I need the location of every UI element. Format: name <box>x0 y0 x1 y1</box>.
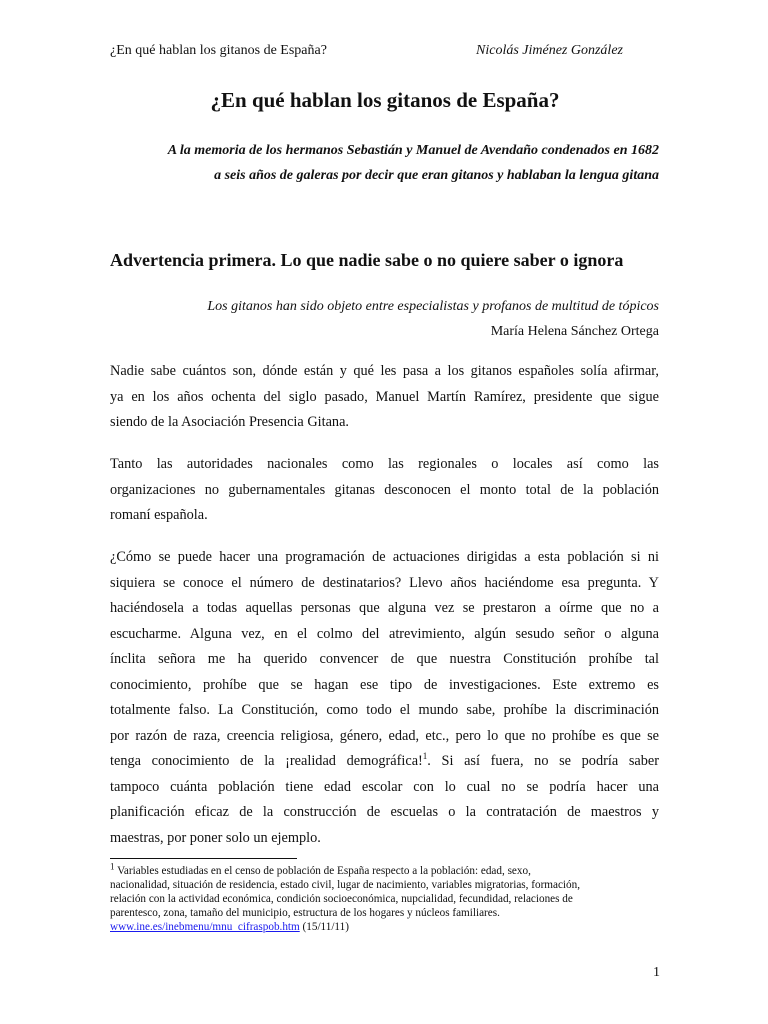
paragraph-line: ¿Cómo se puede hacer una programación de actuaciones dirigidas a esta población si ni <box>110 549 659 565</box>
paragraph-line: planificación eficaz de la construcción de escuelas o la contratación de maestros y <box>110 804 659 820</box>
header-author: Nicolás Jiménez González <box>476 43 623 58</box>
paragraph-line: conocimiento, prohíbe que se hagan ese tipo de investigaciones. Este extremo es <box>110 676 659 693</box>
document-title: ¿En qué hablan los gitanos de España? <box>210 88 560 112</box>
footnote-line <box>110 920 660 934</box>
dedication-line: a seis años de galeras por decir que eran gitanos y hablaban la lengua gitana <box>214 168 659 183</box>
paragraph-line: tampoco cuánta población tiene edad escolar con lo cual no se podría hacer una <box>110 778 659 795</box>
paragraph-line: ya en los años ochenta del siglo pasado, Manuel Martín Ramírez, presidente que sigue <box>110 388 659 405</box>
paragraph-3 <box>110 545 659 851</box>
paragraph-line: Tanto las autoridades nacionales como las regionales o locales así como las <box>110 456 659 472</box>
footnote-reference[interactable]: 1 <box>422 751 428 762</box>
footnote-number: 1 <box>110 861 115 872</box>
paragraph-line: ínclita señora me ha querido convencer de que nuestra Constitución prohíbe tal <box>110 651 659 667</box>
footnote-line <box>110 861 660 878</box>
paragraph-text: tenga conocimiento de la ¡realidad demográfica! <box>110 753 423 769</box>
footnote-text: Variables estudiadas en el censo de población de España respecto a la población: edad, sexo, <box>114 865 531 877</box>
epigraph-author: María Helena Sánchez Ortega <box>490 324 659 339</box>
paragraph-line: romaní española. <box>110 507 208 523</box>
dedication <box>110 138 659 188</box>
paragraph-line: siquiera se conoce el número de destinatarios? Llevo años haciéndome esa pregunta. Y <box>110 574 659 591</box>
page-number: 1 <box>653 965 660 980</box>
footnote-link[interactable]: www.ine.es/inebmenu/mnu_cifraspob.htm <box>110 921 300 933</box>
paragraph-line-with-footnote <box>110 749 659 775</box>
epigraph <box>110 294 659 344</box>
footnote-link-date: (15/11/11) <box>299 921 349 933</box>
dedication-line: A la memoria de los hermanos Sebastián y Manuel de Avendaño condenados en 1682 <box>167 143 659 158</box>
paragraph-line: Nadie sabe cuántos son, dónde están y qué les pasa a los gitanos españoles solía afirmar, <box>110 363 659 379</box>
paragraph-line: por razón de raza, creencia religiosa, género, edad, etc., pero lo que no prohíbe es que se <box>110 727 659 744</box>
epigraph-quote: Los gitanos han sido objeto entre especialistas y profanos de multitud de tópicos <box>207 299 659 314</box>
paragraph-line: totalmente falso. La Constitución, como todo el mundo sabe, prohíbe la discriminación <box>110 702 659 718</box>
footnote-line: relación con la actividad económica, condición socioeconómica, nupcialidad, fecundidad, relaciones de <box>110 893 573 905</box>
paragraph-line: siendo de la Asociación Presencia Gitana. <box>110 414 349 430</box>
paragraph-2 <box>110 452 659 529</box>
footnote-divider <box>110 858 297 859</box>
footnote-line: parentesco, zona, tamaño del municipio, estructura de los hogares y núcleos familiares. <box>110 907 500 919</box>
section-heading: Advertencia primera. Lo que nadie sabe o no quiere saber o ignora <box>110 250 624 270</box>
paragraph-line: haciéndosela a todas aquellas personas que alguna vez se prestaron a oírme que no a <box>110 600 659 616</box>
paragraph-line: maestras, por poner solo un ejemplo. <box>110 829 321 846</box>
paragraph-line: organizaciones no gubernamentales gitanas desconocen el monto total de la población <box>110 481 659 498</box>
paragraph-1 <box>110 359 659 436</box>
footnote <box>110 861 660 934</box>
paragraph-line: escucharme. Alguna vez, en el colmo del atrevimiento, algún sesudo señor o alguna <box>110 625 659 642</box>
footnote-line: nacionalidad, situación de residencia, estado civil, lugar de nacimiento, variables migratorias, formación, <box>110 879 581 891</box>
paragraph-text: . Si así fuera, no se podría saber <box>427 753 659 769</box>
header-title: ¿En qué hablan los gitanos de España? <box>110 43 327 58</box>
